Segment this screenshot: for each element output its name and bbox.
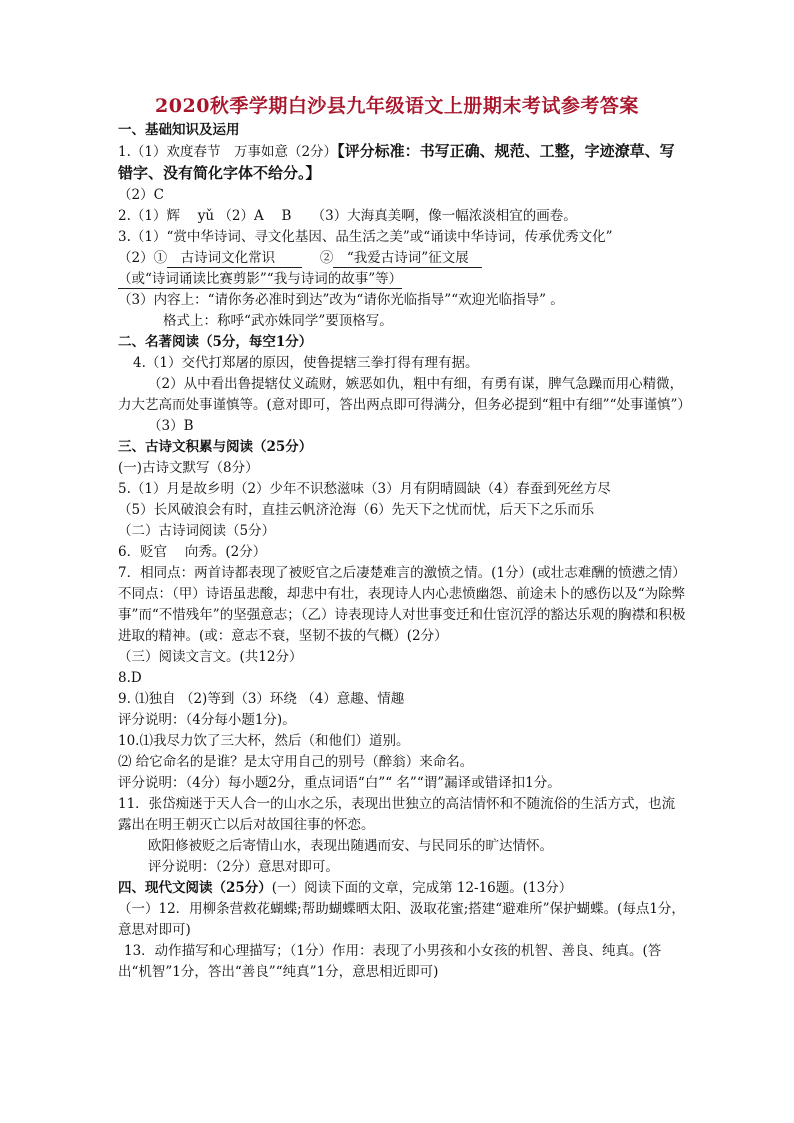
q3-part2-mid: ②	[302, 250, 334, 266]
q7-similarity: 7．相同点：两首诗都表现了被贬官之后凄楚难言的激愤之情。(1分）(或壮志难酬的愤懑之情）	[118, 565, 686, 581]
section-2-heading: 二、名著阅读（5分，每空1分）	[118, 334, 313, 350]
q12-answer: （一）12．用柳条营救花蝴蝶;帮助蝴蝶晒太阳、汲取花蜜;搭建“避难所”保护蝴蝶。(每点1分，意思对即可)	[118, 901, 685, 938]
page-title: 2020秋季学期白沙县九年级语文上册期末考试参考答案	[155, 95, 639, 117]
q11-part2: 欧阳修被贬之后寄情山水，表现出随遇而安、与民同乐的旷达情怀。	[148, 838, 553, 854]
q9-note: 评分说明：（4分每小题1分)。	[118, 712, 296, 728]
q13-answer: 13．动作描写和心理描写；（1分）作用：表现了小男孩和小女孩的机智、善良、纯真。(答出“机智”1分，答出“善良”“纯真”1分，意思相近即可)	[118, 943, 662, 980]
q6-answer: 6．贬官 向秀。(2分）	[118, 544, 267, 560]
q1-text: 1.（1）欢度春节 万事如意（2分）	[118, 144, 338, 160]
q4-part3: （3）B	[148, 418, 194, 434]
q3-part2	[118, 248, 688, 269]
q3-part3: （3）内容上：“请你务必准时到达”改为“请你光临指导”“欢迎光临指导” 。	[118, 292, 564, 308]
q10-part2: ⑵ 给它命名的是谁？是太守用自己的别号（醉翁）来命名。	[118, 754, 474, 770]
q11-part1: 11．张岱痴迷于天人合一的山水之乐，表现出世独立的高洁情怀和不随流俗的生活方式，也流露出在明王朝灭亡以后对故国往事的怀恋。	[118, 796, 676, 833]
q10-note: 评分说明：（4分）每小题2分，重点词语“白”“ 名”“谓”漏译或错译扣1分。	[118, 775, 561, 791]
q1-rule: 【评分标准：书写正确、规范、工整，字迹潦草、写错字、没有简化字体不给分。】	[118, 142, 675, 182]
q3-part3-format: 格式上：称呼“武亦姝同学”要顶格写。	[163, 313, 393, 329]
sub-heading-poetry-reading: （二）古诗词阅读（5分）	[118, 523, 276, 539]
q9-answer: 9. ⑴独自 （2)等到（3）环绕 （4）意趣、情趣	[118, 691, 405, 707]
q8-answer: 8.D	[118, 670, 142, 686]
q5-part2: （5）长风破浪会有时，直挂云帆济沧海（6）先天下之忧而忧，后天下之乐而乐	[118, 502, 595, 518]
q3-blank-1: 古诗词文化常识	[167, 250, 303, 266]
q4-part1: 4.（1）交代打郑屠的原因，使鲁提辖三拳打得有理有据。	[133, 355, 479, 371]
q3-blank-2: “我爱古诗词”征文展	[333, 250, 483, 266]
q4-part2: （2）从中看出鲁提辖仗义疏财，嫉恶如仇，粗中有细，有勇有谋，脾气急躁而用心精微，力大艺高而处事谨慎等。(意对即可，答出两点即可得满分，但务必提到“粗中有细”“处事谨慎”）	[118, 376, 691, 413]
q7-difference: 不同点：（甲）诗语虽悲酸，却悲中有壮，表现诗人内心悲愤幽怨、前途未卜的感伤以及“为除弊事”而“不惜残年”的坚强意志；（乙）诗表现诗人对世事变迁和仕宦沉浮的豁达乐观的胸襟和积极进取的精神。(或：意志不衰，坚韧不拔的气概）(2分）	[118, 586, 686, 644]
section-1-heading: 一、基础知识及运用	[118, 122, 240, 138]
section-3-heading: 三、古诗文积累与阅读（25分）	[118, 439, 313, 455]
q3-part2-alt: （或“诗词诵读比赛剪影”“我与诗词的故事”等）	[118, 271, 403, 287]
q1-answer	[118, 141, 688, 185]
q2-answer: 2.（1）辉 yǔ （2）A B （3）大海真美啊，像一幅浓淡相宜的画卷。	[118, 208, 577, 224]
answer-content	[118, 120, 691, 983]
section-4-heading-line	[118, 878, 688, 899]
q5-part1: 5.（1）月是故乡明（2）少年不识愁滋味（3）月有阴晴圆缺（4）春蚕到死丝方尽	[118, 481, 611, 497]
q3-part2-prefix: （2）①	[118, 250, 168, 266]
q10-part1: 10.⑴我尽力饮了三大杯，然后（和他们）道别。	[118, 733, 410, 749]
section-4-instruction: (一）阅读下面的文章，完成第 12-16题。(13分）	[271, 880, 573, 896]
q1-part2: （2）C	[118, 187, 164, 203]
sub-heading-poetry-recall: (一)古诗文默写（8分）	[118, 460, 259, 476]
sub-heading-classical-reading: （三）阅读文言文。(共12分）	[118, 649, 303, 665]
q11-note: 评分说明：（2分）意思对即可。	[148, 859, 339, 875]
q3-part1: 3.（1）“赏中华诗词、寻文化基因、品生活之美”或“诵读中华诗词，传承优秀文化”	[118, 229, 613, 245]
section-4-heading: 四、现代文阅读（25分）	[118, 880, 272, 896]
